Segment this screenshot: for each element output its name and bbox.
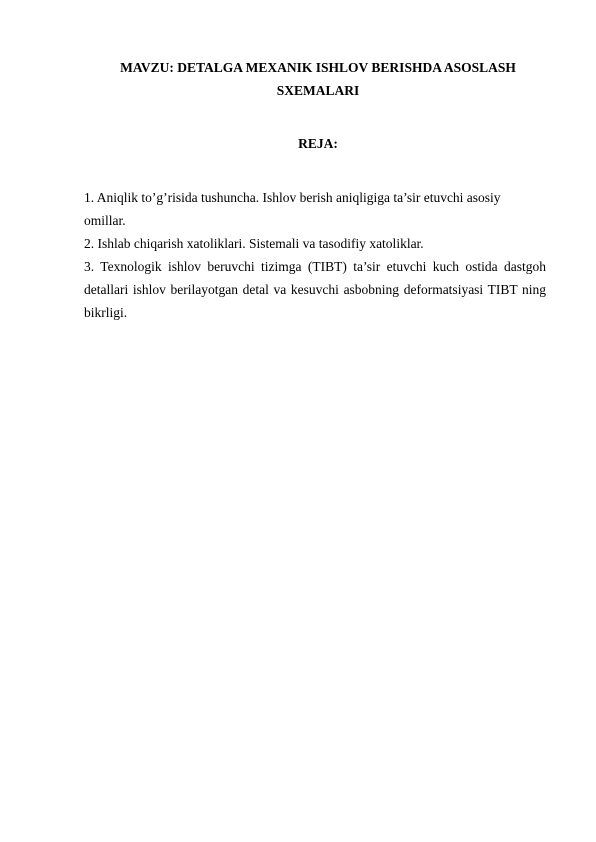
document-title-line-2: SXEMALARI xyxy=(276,83,360,98)
plan-item-3: 3. Texnologik ishlov beruvchi tizimga (TIBT) ta’sir etuvchi kuch ostida dastgoh detallari ishlov berilayotgan detal va kesuvchi asbobning deformatsiyasi TIBT ning bikrligi. xyxy=(84,259,546,320)
plan-item-1-line-1: 1. Aniqlik to’g’risida tushuncha. Ishlov berish aniqligiga ta’sir etuvchi asosiy xyxy=(84,190,501,205)
plan-heading: REJA: xyxy=(298,136,338,151)
plan-item-1-line-2: omillar. xyxy=(84,213,126,228)
plan-item-1 xyxy=(84,186,546,232)
plan-item-2: 2. Ishlab chiqarish xatoliklari. Sistemali va tasodifiy xatoliklar. xyxy=(84,236,424,251)
document-title-line-1: MAVZU: DETALGA MEXANIK ISHLOV BERISHDA ASOSLASH xyxy=(120,60,516,75)
plan-list xyxy=(84,186,546,324)
